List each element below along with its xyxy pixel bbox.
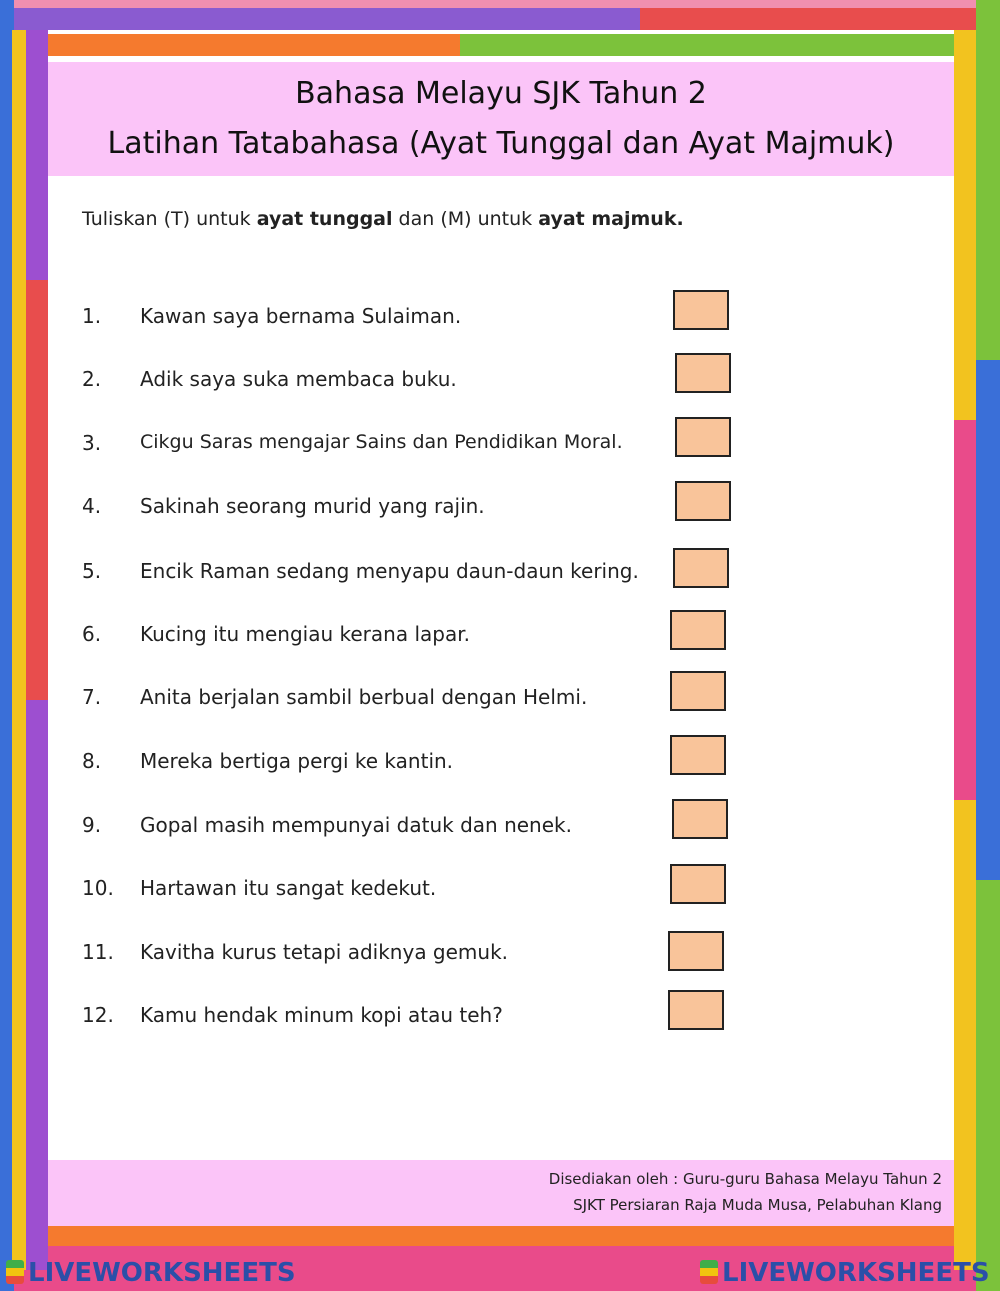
header-banner: [48, 62, 954, 176]
question-number: 11.: [82, 940, 114, 964]
answer-box[interactable]: [670, 671, 726, 711]
answer-box[interactable]: [673, 548, 729, 588]
worksheet: [48, 62, 954, 1226]
question-number: 12.: [82, 1003, 114, 1027]
answer-box[interactable]: [668, 931, 724, 971]
question-number: 10.: [82, 876, 114, 900]
pencil-decoration: [954, 420, 976, 800]
question-number: 7.: [82, 685, 102, 709]
question-number: 4.: [82, 494, 102, 518]
brand-text: LIVEWORKSHEETS: [28, 1258, 296, 1288]
liveworksheets-logo-right: [700, 1258, 990, 1288]
answer-box[interactable]: [675, 353, 731, 393]
answer-box[interactable]: [670, 610, 726, 650]
answer-box[interactable]: [670, 864, 726, 904]
question-text: Kamu hendak minum kopi atau teh?: [140, 1003, 503, 1027]
question-text: Encik Raman sedang menyapu daun-daun kering.: [140, 559, 639, 583]
liveworksheets-logo-left: [6, 1258, 296, 1288]
pencil-decoration: [0, 34, 460, 56]
pencil-decoration: [12, 30, 26, 1270]
answer-box[interactable]: [675, 417, 731, 457]
instruction-bold: ayat tunggal: [256, 208, 393, 230]
question-number: 9.: [82, 813, 102, 837]
instruction: [82, 208, 684, 230]
answer-box[interactable]: [670, 735, 726, 775]
question-text: Mereka bertiga pergi ke kantin.: [140, 749, 454, 773]
question-number: 2.: [82, 367, 102, 391]
pencil-decoration: [26, 280, 48, 700]
question-text: Sakinah seorang murid yang rajin.: [140, 494, 485, 518]
question-text: Gopal masih mempunyai datuk dan nenek.: [140, 813, 572, 837]
question-text: Hartawan itu sangat kedekut.: [140, 876, 437, 900]
page-title: Bahasa Melayu SJK Tahun 2: [295, 76, 707, 111]
question-text: Kucing itu mengiau kerana lapar.: [140, 622, 470, 646]
pencil-decoration: [0, 1226, 1000, 1248]
instruction-bold: ayat majmuk.: [538, 208, 684, 230]
question-number: 5.: [82, 559, 102, 583]
question-text: Kavitha kurus tetapi adiknya gemuk.: [140, 940, 509, 964]
question-text: Kawan saya bernama Sulaiman.: [140, 304, 462, 328]
question-number: 8.: [82, 749, 102, 773]
brand-text: LIVEWORKSHEETS: [722, 1258, 990, 1288]
liveworksheets-icon: [6, 1260, 24, 1284]
question-number: 3.: [82, 431, 102, 455]
instruction-text: dan (M) untuk: [392, 208, 539, 230]
question-number: 6.: [82, 622, 102, 646]
page-subtitle: Latihan Tatabahasa (Ayat Tunggal dan Ayat Majmuk): [107, 126, 895, 161]
instruction-text: Tuliskan (T) untuk: [82, 208, 257, 230]
question-number: 1.: [82, 304, 102, 328]
footer-banner: [48, 1160, 954, 1226]
liveworksheets-icon: [700, 1260, 718, 1284]
pencil-decoration: [976, 360, 1000, 880]
answer-box[interactable]: [668, 990, 724, 1030]
footer-school: SJKT Persiaran Raja Muda Musa, Pelabuhan Klang: [573, 1196, 942, 1214]
pencil-decoration: [0, 8, 640, 30]
question-text: Adik saya suka membaca buku.: [140, 367, 457, 391]
question-text: Cikgu Saras mengajar Sains dan Pendidikan Moral.: [140, 431, 623, 453]
pencil-decoration: [460, 34, 1000, 56]
question-text: Anita berjalan sambil berbual dengan Helmi.: [140, 685, 588, 709]
answer-box[interactable]: [675, 481, 731, 521]
pencil-decoration: [640, 8, 1000, 30]
answer-box[interactable]: [673, 290, 729, 330]
footer-credit: Disediakan oleh : Guru-guru Bahasa Melayu Tahun 2: [548, 1170, 942, 1188]
answer-box[interactable]: [672, 799, 728, 839]
